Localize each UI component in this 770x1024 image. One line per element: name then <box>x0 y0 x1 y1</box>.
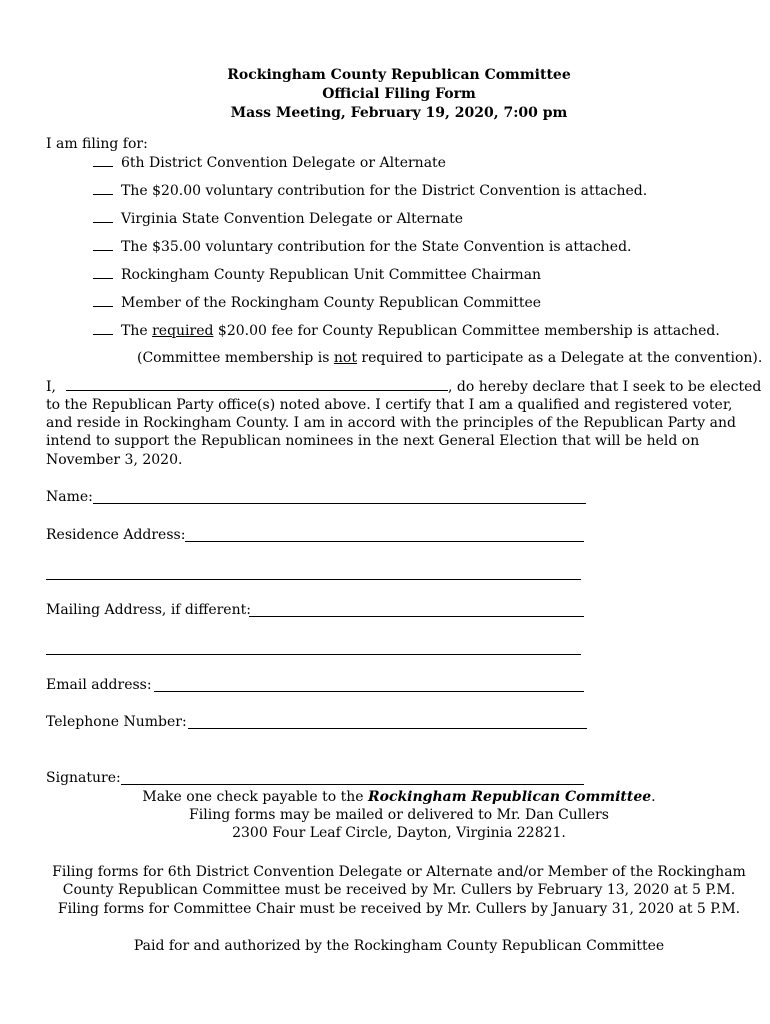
residence-label: Residence Address: <box>46 527 186 543</box>
telephone-field[interactable] <box>188 728 587 729</box>
check-payable-line: Make one check payable to the Rockingham Republican Committee. <box>142 789 656 805</box>
form-subtitle: Official Filing Form <box>322 86 476 102</box>
option-membership-fee: The required $20.00 fee for County Republican Committee membership is attached. <box>93 322 720 339</box>
name-label: Name: <box>46 489 93 505</box>
option-state-delegate: Virginia State Convention Delegate or Alternate <box>93 210 463 227</box>
mailing-field-line2[interactable] <box>46 654 581 655</box>
declaration-line4: intend to support the Republican nominees in the next General Election that will be held on <box>46 433 700 449</box>
meeting-info: Mass Meeting, February 19, 2020, 7:00 pm <box>230 105 568 121</box>
option-district-delegate: 6th District Convention Delegate or Alternate <box>93 154 446 171</box>
declaration-line2: to the Republican Party office(s) noted above. I certify that I am a qualified and registered voter, <box>46 397 733 413</box>
option-checkbox-blank[interactable] <box>93 266 113 279</box>
mailing-label: Mailing Address, if different: <box>46 602 251 618</box>
membership-note: (Committee membership is not required to participate as a Delegate at the convention). <box>137 350 763 366</box>
option-state-contribution: The $35.00 voluntary contribution for the State Convention is attached. <box>93 238 632 255</box>
option-committee-member: Member of the Rockingham County Republican Committee <box>93 294 541 311</box>
option-checkbox-blank[interactable] <box>93 210 113 223</box>
form-title: Rockingham County Republican Committee <box>227 67 571 83</box>
mail-line: Filing forms may be mailed or delivered to Mr. Dan Cullers <box>189 807 609 823</box>
deadline-line2: County Republican Committee must be received by Mr. Cullers by February 13, 2020 at 5 P.M. <box>62 882 736 898</box>
option-unit-chairman: Rockingham County Republican Unit Committee Chairman <box>93 266 541 283</box>
declaration-line5: November 3, 2020. <box>46 452 183 468</box>
signature-field[interactable] <box>121 784 584 785</box>
email-field[interactable] <box>154 691 584 692</box>
paid-for-notice: Paid for and authorized by the Rockingham County Republican Committee <box>133 938 665 954</box>
declaration-line1: I, , do hereby declare that I seek to be elected <box>46 379 762 395</box>
address-line: 2300 Four Leaf Circle, Dayton, Virginia 22821. <box>232 825 566 841</box>
signature-label: Signature: <box>46 770 121 786</box>
option-checkbox-blank[interactable] <box>93 322 113 335</box>
residence-field[interactable] <box>185 541 584 542</box>
option-district-contribution: The $20.00 voluntary contribution for the District Convention is attached. <box>93 182 647 199</box>
mailing-field[interactable] <box>249 616 584 617</box>
option-checkbox-blank[interactable] <box>93 294 113 307</box>
option-checkbox-blank[interactable] <box>93 238 113 251</box>
option-checkbox-blank[interactable] <box>93 182 113 195</box>
email-label: Email address: <box>46 677 152 693</box>
residence-field-line2[interactable] <box>46 579 581 580</box>
deadline-chair: Filing forms for Committee Chair must be received by Mr. Cullers by January 31, 2020 at 5 P.M. <box>57 901 741 917</box>
filing-for-label: I am filing for: <box>46 136 148 152</box>
deadline-line1: Filing forms for 6th District Convention Delegate or Alternate and/or Member of the Rockingham <box>52 864 746 880</box>
declarant-name-blank[interactable] <box>66 378 448 391</box>
option-checkbox-blank[interactable] <box>93 154 113 167</box>
name-field[interactable] <box>93 503 586 504</box>
telephone-label: Telephone Number: <box>46 714 187 730</box>
check-payee: Rockingham Republican Committee <box>367 789 652 805</box>
declaration-line3: and reside in Rockingham County. I am in accord with the principles of the Republican Party and <box>46 415 736 431</box>
